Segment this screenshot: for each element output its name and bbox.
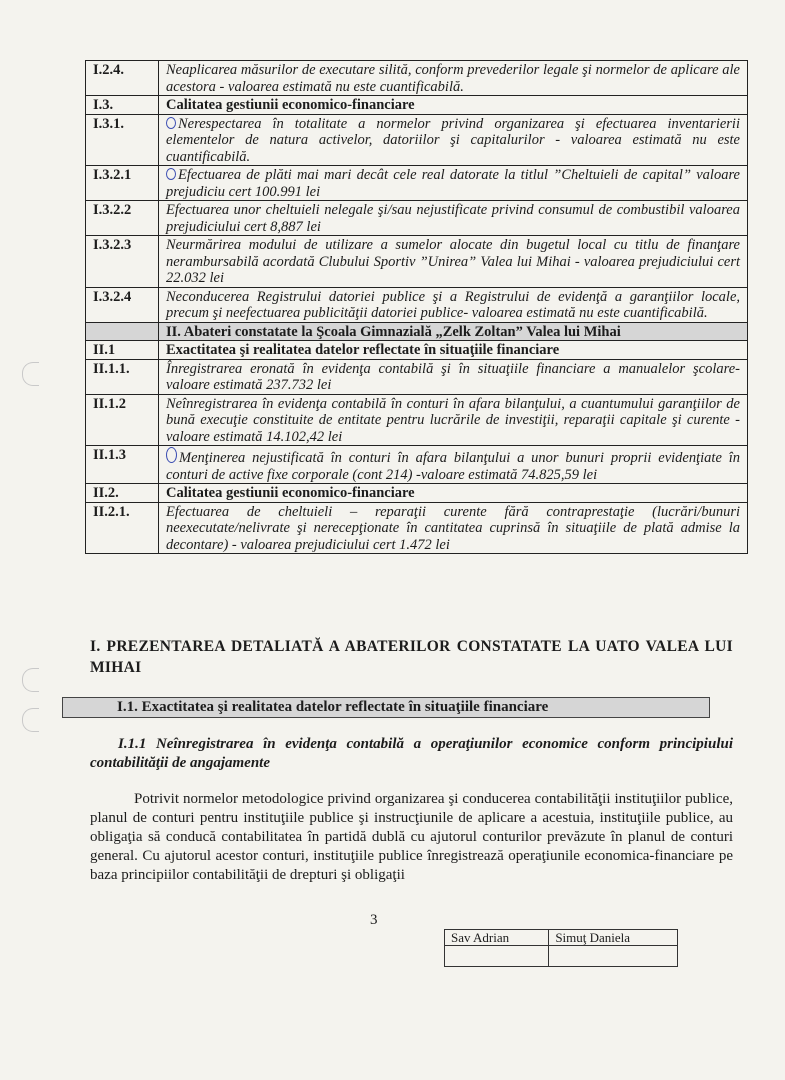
body-paragraph: Potrivit normelor metodologice privind organizarea şi conducerea contabilităţii instituţiilor publice, planul de conturi pentru instituţiile publice şi instrucţiunile de aplicare a acestuia, instituţiile publice, au obligaţia să conducă contabilitatea în partidă dublă cu ajutorul conturilor prevăzute în planul de conturi general. Cu ajutorul acestor conturi, instituţiile publice înregistrează operaţiunile economica-financiare pe baza principiilor contabilităţii de drepturi şi obligaţii <box>90 791 733 883</box>
row-description: Calitatea gestiunii economico-financiare <box>159 484 748 503</box>
row-description: Efectuarea de cheltuieli – reparaţii curente fără contraprestaţie (lucrări/bunuri neexecutate/nelivrate şi nerecepţionate în cantitatea cuprinsă în situaţiile de plată admise la decontare) - valoarea prejudiciului cert 1.472 lei <box>159 502 748 554</box>
chapter-heading: I. PREZENTAREA DETALIATĂ A ABATERILOR CONSTATATE LA UATO VALEA LUI MIHAI <box>90 638 733 676</box>
row-description: Menţinerea nejustificată în conturi în afara bilanţului a unor bunuri proprii evidenţiate în conturi de active fixe corporale (cont 214) -valoare estimată 74.825,59 lei <box>159 446 748 484</box>
row-code: II.1 <box>86 341 159 360</box>
signature-space-right <box>549 946 678 967</box>
table-section-row <box>86 322 748 341</box>
table-row <box>86 502 748 554</box>
table-row <box>86 446 748 484</box>
row-code: II.1.3 <box>86 446 159 484</box>
pen-mark-icon <box>166 168 176 180</box>
row-description: Neînregistrarea în evidenţa contabilă în conturi în afara bilanţului, a cuantumului garanţiilor de bună execuţie constituite de entitate pentru lucrările de investiţii, reparaţii capitale şi curente - valoare estimată 14.102,42 lei <box>159 394 748 446</box>
punch-hole <box>22 708 39 732</box>
row-code: I.3. <box>86 96 159 115</box>
signature-space-left <box>445 946 549 967</box>
row-description: Neconducerea Registrului datoriei publice şi a Registrului de evidenţă a garanţiilor locale, precum şi neefectuarea publicităţii datoriei publice- valoarea estimată nu este cuantificabilă. <box>159 287 748 322</box>
section-heading-bar: I.1. Exactitatea şi realitatea datelor reflectate în situaţiile financiare <box>62 697 710 718</box>
table-row <box>86 201 748 236</box>
row-code: I.3.2.2 <box>86 201 159 236</box>
row-code: II.2.1. <box>86 502 159 554</box>
table-row <box>86 484 748 503</box>
row-code: I.3.2.3 <box>86 236 159 288</box>
table-row <box>86 166 748 201</box>
row-code: II.1.2 <box>86 394 159 446</box>
punch-hole <box>22 362 39 386</box>
signature-space-row <box>445 946 678 967</box>
row-description: Înregistrarea eronată în evidenţa contabilă şi în situaţiile financiare a manualelor şcolare- valoare estimată 237.732 lei <box>159 359 748 394</box>
table-row <box>86 61 748 96</box>
row-code: I.2.4. <box>86 61 159 96</box>
findings-summary-table <box>85 60 748 554</box>
table-row <box>86 394 748 446</box>
row-description: Nerespectarea în totalitate a normelor privind organizarea şi efectuarea inventarierii elementelor de natura activelor, datoriilor şi capitalurilor - valoarea estimată nu este cuantificabilă. <box>159 114 748 166</box>
signature-table <box>444 929 678 967</box>
row-description: Efectuarea unor cheltuieli nelegale şi/sau nejustificate privind consumul de combustibil valoarea prejudiciului cert 8,887 lei <box>159 201 748 236</box>
row-code: II.2. <box>86 484 159 503</box>
page-number: 3 <box>370 912 378 928</box>
row-description: Efectuarea de plăti mai mari decât cele real datorate la titlul ”Cheltuieli de capital” valoare prejudiciu cert 100.991 lei <box>159 166 748 201</box>
row-code: I.3.1. <box>86 114 159 166</box>
pen-mark-icon <box>166 447 177 463</box>
pen-mark-icon <box>166 117 176 129</box>
subsection-heading: I.1.1 Neînregistrarea în evidenţa contabilă a operaţiunilor economice conform principiului contabilităţii de angajamente <box>90 736 733 771</box>
table-row <box>86 114 748 166</box>
table-row <box>86 341 748 360</box>
row-description: Exactitatea şi realitatea datelor reflectate în situaţiile financiare <box>159 341 748 360</box>
row-description: Calitatea gestiunii economico-financiare <box>159 96 748 115</box>
row-code: I.3.2.4 <box>86 287 159 322</box>
row-description: Neurmărirea modului de utilizare a sumelor alocate din bugetul local cu titlu de finanţare nerambursabilă acordată Clubului Sportiv ”Unirea” Valea lui Mihai - valoarea prejudiciului cert 22.032 lei <box>159 236 748 288</box>
row-code: I.3.2.1 <box>86 166 159 201</box>
signatory-left: Sav Adrian <box>445 930 549 946</box>
row-description: Neaplicarea măsurilor de executare silită, conform prevederilor legale şi normelor de aplicare ale acestora - valoarea estimată nu este cuantificabilă. <box>159 61 748 96</box>
row-code <box>86 322 159 341</box>
signatory-right: Simuţ Daniela <box>549 930 678 946</box>
table-row <box>86 359 748 394</box>
signature-names-row <box>445 930 678 946</box>
section-title: II. Abateri constatate la Şcoala Gimnazială „Zelk Zoltan” Valea lui Mihai <box>159 322 748 341</box>
row-code: II.1.1. <box>86 359 159 394</box>
table-row <box>86 236 748 288</box>
table-row <box>86 287 748 322</box>
table-row <box>86 96 748 115</box>
punch-hole <box>22 668 39 692</box>
